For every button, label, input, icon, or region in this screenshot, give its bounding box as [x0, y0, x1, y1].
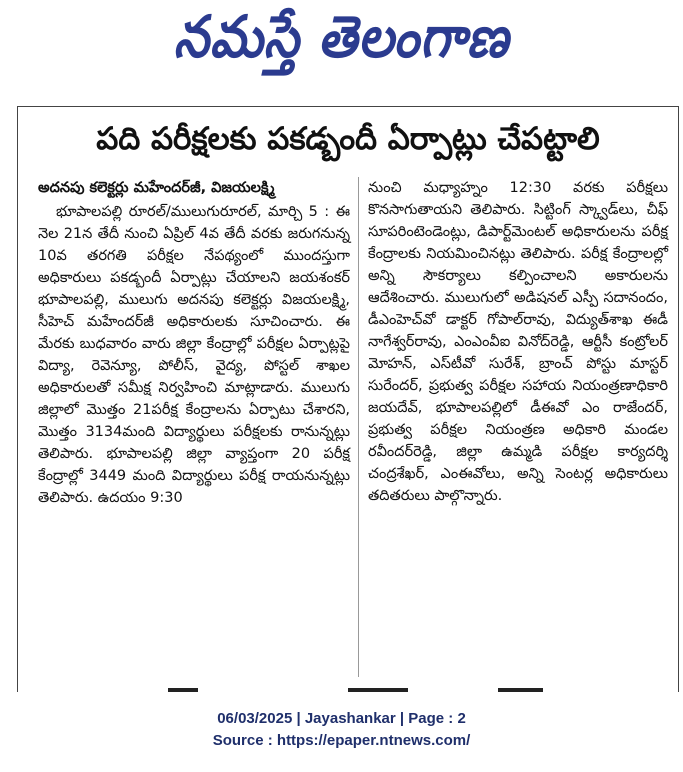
newspaper-masthead: [0, 4, 683, 84]
cut-mark: [348, 688, 408, 692]
newspaper-logo-title: నమస్తే తెలంగాణ: [173, 3, 510, 70]
article-headline: పది పరీక్షలకు పకడ్బందీ ఏర్పాట్లు చేపట్టాలి: [96, 120, 600, 157]
article-body-right: నుంచి మధ్యాహ్నం 12:30 వరకు పరీక్షలు కొనసాగుతాయని తెలిపారు. సిట్టింగ్ స్క్వాడ్‌లు, చీఫ్ సూపరింటెండెంట్లు, డిపార్ట్‌మెంటల్ అధికారులను పరీక్ష కేంద్రాలకు నియమించినట్లు తెలిపారు. పరీక్ష కేంద్రాలల్లో అన్ని సౌకర్యాలు కల్పించాలని అకారులను ఆదేశించారు. ములుగులో అడిషనల్ ఎస్పీ సదానందం, డీఎంహెచ్‌వో డాక్టర్ గోపాల్‌రావు, విద్యుత్‌శాఖ ఈడీ నాగేశ్వర్‌రావు, ఎంఎంవీఐ వినోద్‌రెడ్డి, ఆర్టీసీ కంట్రోలర్ మోహన్, ఎస్‌టీవో సురేశ్, బ్రాంచ్ పోస్టు మాస్టర్ సురేందర్, ప్రభుత్వ పరీక్షల సహాయ నియంత్రణాధికారి జయదేవ్, భూపాలపల్లిలో డీఈవో ఎం రాజేందర్, ప్రభుత్వ పరీక్షల నియంత్రణ అధికారి మండల రవీందర్‌రెడ్డి, జిల్లా ఉమ్మడి పరీక్షల కార్యదర్శి చంద్రశేఖర్, ఎంఈవోలు, అన్ని సెంటర్ల అధికారులు తదితరులు పాల్గొన్నారు.: [368, 180, 668, 504]
article-body-left: భూపాలపల్లి రూరల్/ములుగురూరల్, మార్చి 5 : ఈ నెల 21న తేదీ నుంచి ఏప్రిల్ 4వ తేదీ వరకు జరుగనున్న 10వ తరగతి పరీక్షల నేపథ్యంలో ముందస్తుగా అధికారులు పకడ్బందీ ఏర్పాట్లు చేయాలని జయశంకర్ భూపాలపల్లి, ములుగు అదనపు కలెక్టర్లు విజయలక్ష్మి, సీహెచ్ మహేందర్‌జీ అధికారులకు సూచించారు. ఈ మేరకు బుధవారం వారు జిల్లా కేంద్రాల్లో పరీక్షల ఏర్పాట్లపై విద్యా, రెవెన్యూ, పోలీస్, వైద్య, పోస్టల్ శాఖల అధికారులతో సమీక్ష నిర్వహించి మాట్లాడారు. ములుగు జిల్లాలో మొత్తం 21పరీక్ష కేంద్రాలను ఏర్పాటు చేశారని, మొత్తం 3134మంది విద్యార్థులు పరీక్షలకు రానున్నట్లు తెలిపారు. భూపాలపల్లి జిల్లా వ్యాప్తంగా 20 పరీక్ష కేంద్రాల్లో 3449 మంది విద్యార్థులు పరీక్ష రాయనున్నట్లు తెలిపారు. ఉదయం 9:30: [38, 204, 350, 506]
article-left-column: [38, 177, 350, 509]
article-byline: అదనపు కలెక్టర్లు మహేందర్‌జీ, విజయలక్ష్మి: [38, 180, 275, 196]
article-right-column: [368, 177, 668, 507]
article-clipping: [17, 106, 679, 692]
footer-date-edition-page: 06/03/2025 | Jayashankar | Page : 2: [217, 710, 466, 727]
cut-mark: [168, 688, 198, 692]
footer-source-link[interactable]: Source : https://epaper.ntnews.com/: [212, 732, 471, 749]
column-divider: [358, 177, 359, 677]
clipping-cut-edge: [18, 686, 678, 692]
cut-mark: [498, 688, 543, 692]
clipping-footer: [0, 708, 683, 752]
